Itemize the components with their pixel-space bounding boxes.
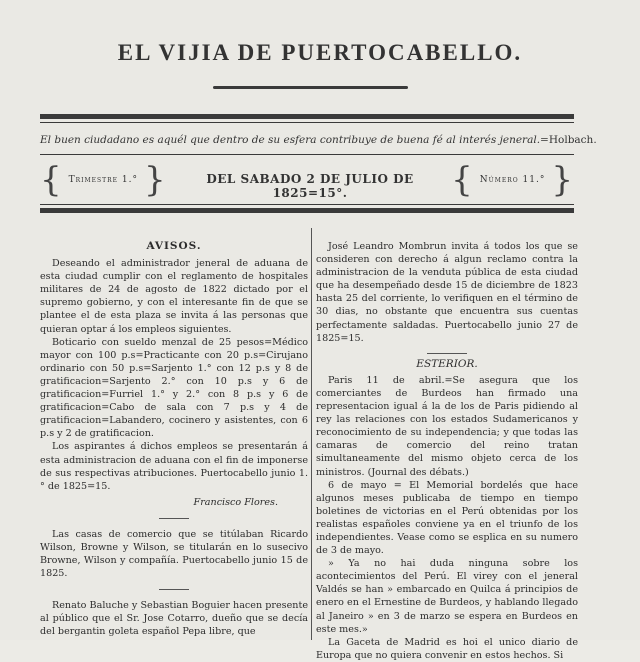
news-gaceta-madrid: La Gaceta de Madrid es hoi el unico diario de Europa que no quiera convenir en estos hechos. Si — [316, 636, 578, 661]
right-column — [316, 240, 578, 662]
aviso-baluche: Renato Baluche y Sebastian Boguier hacen presente al público que el Sr. Jose Cotarro, dueño que se decía del bergantin goleta español Pepa libre, que — [40, 600, 308, 638]
aviso-hospital-salaries: Boticario con sueldo menzal de 25 pesos=Médico mayor con 100 p.s=Practicante con 20 p.s=Cirujano ordinario con 50 p.s=Sarjento 1.° con 12 p.s y 8 de gratificacion=Sarjento 2.° con 10 p.s y 6 de gratificacion=Furriel 1.° y 2.° con 8 p.s y 6 de gratificacion=Cabo de sala con 7 p.s y 4 de gratificacion=Labandero, cocinero y asistentes, con 6 p.s y 2 de gratificacion. — [40, 336, 308, 440]
numero-box: { Número 11.° } — [451, 160, 574, 200]
numero-label: Número 11.° — [479, 175, 546, 185]
left-column — [40, 240, 308, 639]
separator — [159, 589, 189, 590]
motto-text: El buen ciudadano es aquél que dentro de su esfera contribuye de buena fé al interés jeneral. — [40, 134, 541, 146]
aviso-wilson: Las casas de comercio que se titúlaban Ricardo Wilson, Browne y Wilson, se titularán en lo susecivo Browne, Wilson y compañía. Puertocabello junio 15 de 1825. — [40, 528, 308, 580]
separator — [159, 518, 189, 519]
news-memorial-bordeles: 6 de mayo = El Memorial bordelés que hace algunos meses publicaba de tiempo en tiempo boletines de victorias en el Perú obtenidas por los realistas españoles conviene ya en el triunfo de los independientes. Vease como se esplica en su numero de 3 de mayo. — [316, 479, 578, 557]
separator — [427, 353, 467, 354]
top-thin-rule — [40, 122, 574, 123]
trimestre-label: Trimestre 1.° — [68, 175, 139, 185]
news-peru-quote: » Ya no hai duda ninguna sobre los acontecimientos del Perú. El virey con el jeneral Valdés se han » embarcado en Quilca á principios de enero en el Ernestine de Burdeos, y hablando llegado al Janeiro » en 3 de marzo se espera en Burdeos en este mes.» — [316, 558, 578, 635]
dateline-thick-rule — [40, 208, 574, 213]
masthead-rule — [213, 86, 408, 89]
dateline-thin-rule — [40, 204, 574, 205]
news-paris: Paris 11 de abril.=Se asegura que los comerciantes de Burdeos han firmado una representacion igual á la de los de Paris pidiendo al rey las relaciones con los estados Sudamericanos y reconocimiento de su independencia; y que todas las camaras de comercio del reino tratan simultaneamente del mismo objeto cerca de los ministros. (Journal des débats.) — [316, 374, 578, 478]
motto-author: Holbach. — [548, 134, 597, 146]
top-thick-rule — [40, 114, 574, 119]
column-divider — [311, 228, 312, 640]
issue-date: DEL SABADO 2 DE JULIO DE 1825=15°. — [206, 172, 414, 200]
aviso-mombrun: José Leandro Mombrun invita á todos los que se consideren con derecho á algun reclamo contra la administracion de la venduta pública de esta ciudad que ha desempeñado desde 15 de diciembre de 1823 hasta 25 del corriente, lo verifiquen en el término de 30 dias, no obstante que encuentra sus cuentas perfectamente saldadas. Puertocabello junio 27 de 1825=15. — [316, 241, 578, 344]
dateline — [40, 160, 574, 202]
signature-flores: Francisco Flores. — [193, 496, 278, 508]
motto: El buen ciudadano es aquél que dentro de su esfera contribuye de buena fé al interés jeneral.=Holbach. — [40, 134, 597, 146]
motto-bottom-rule — [40, 154, 574, 155]
aviso-hospital-applicants: Los aspirantes á dichos empleos se presentarán á esta administracion de aduana con el fin de imponerse de sus respectivas atribuciones. Puertocabello junio 1.° de 1825=15. — [40, 441, 308, 492]
aviso-hospital: Deseando el administrador jeneral de aduana de esta ciudad cumplir con el reglamento de hospitales militares de 24 de agosto de 1822 dictado por el supremo gobierno, y con el interesante fin de que se plantee el de esta plaza se invita á las personas que quieran optar á los empleos siguientes. — [40, 258, 308, 335]
masthead-title: EL VIJIA DE PUERTOCABELLO. — [117, 40, 523, 65]
avisos-heading: AVISOS. — [146, 240, 202, 252]
esterior-heading: ESTERIOR. — [416, 357, 478, 370]
trimestre-box: { Trimestre 1.° } — [40, 160, 167, 200]
